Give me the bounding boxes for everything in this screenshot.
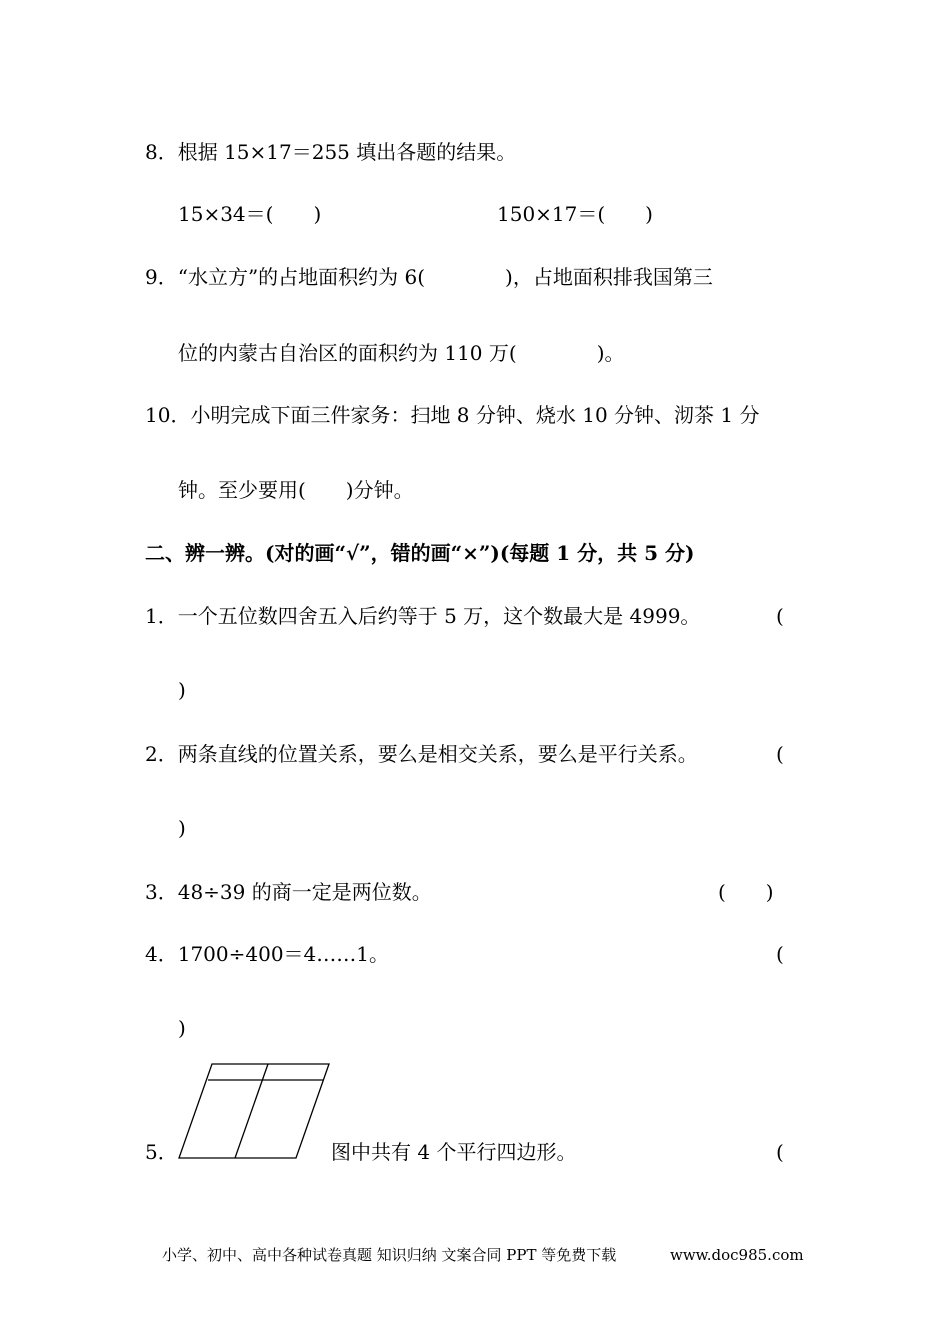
judge-q1-paren-open: ( [776, 604, 784, 628]
judge-q3-text: 3．48÷39 的商一定是两位数。 [145, 880, 432, 904]
judge-q5-paren-open: ( [776, 1140, 784, 1164]
judge-q1-text: 1．一个五位数四舍五入后约等于 5 万，这个数最大是 4999。 [145, 604, 701, 628]
judge-q4-text: 4．1700÷400＝4……1。 [145, 942, 390, 966]
parallelogram-figure [175, 1062, 335, 1162]
judge-q4-paren-open: ( [776, 942, 784, 966]
judge-q5-text: 图中共有 4 个平行四边形。 [331, 1140, 577, 1164]
q8-item-a: 15×34＝( ) [178, 202, 322, 226]
q8-item-b: 150×17＝( ) [497, 202, 653, 226]
q10-line2: 钟。至少要用( )分钟。 [178, 478, 414, 502]
figure-outer-parallelogram [179, 1064, 329, 1158]
judge-q4-paren-close: ) [178, 1016, 186, 1040]
q9-line1: 9．“水立方”的占地面积约为 6( )，占地面积排我国第三 [145, 265, 713, 289]
q8-stem: 8．根据 15×17＝255 填出各题的结果。 [145, 140, 517, 164]
footer-text: 小学、初中、高中各种试卷真题 知识归纳 文案合同 PPT 等免费下载 [162, 1246, 617, 1264]
judge-q2-paren-open: ( [776, 742, 784, 766]
judge-q5-number: 5． [145, 1140, 178, 1164]
section-heading: 二、辨一辨。(对的画“√”，错的画“×”)(每题 1 分，共 5 分) [145, 541, 695, 565]
q9-line2: 位的内蒙古自治区的面积约为 110 万( )。 [178, 341, 625, 365]
q10-line1: 10．小明完成下面三件家务：扫地 8 分钟、烧水 10 分钟、沏茶 1 分 [145, 403, 760, 427]
judge-q3-paren: ( ) [718, 880, 774, 904]
judge-q2-text: 2．两条直线的位置关系，要么是相交关系，要么是平行关系。 [145, 742, 698, 766]
footer-url[interactable]: www.doc985.com [670, 1246, 804, 1264]
judge-q2-paren-close: ) [178, 816, 186, 840]
figure-divider-line [235, 1064, 268, 1158]
judge-q1-paren-close: ) [178, 678, 186, 702]
